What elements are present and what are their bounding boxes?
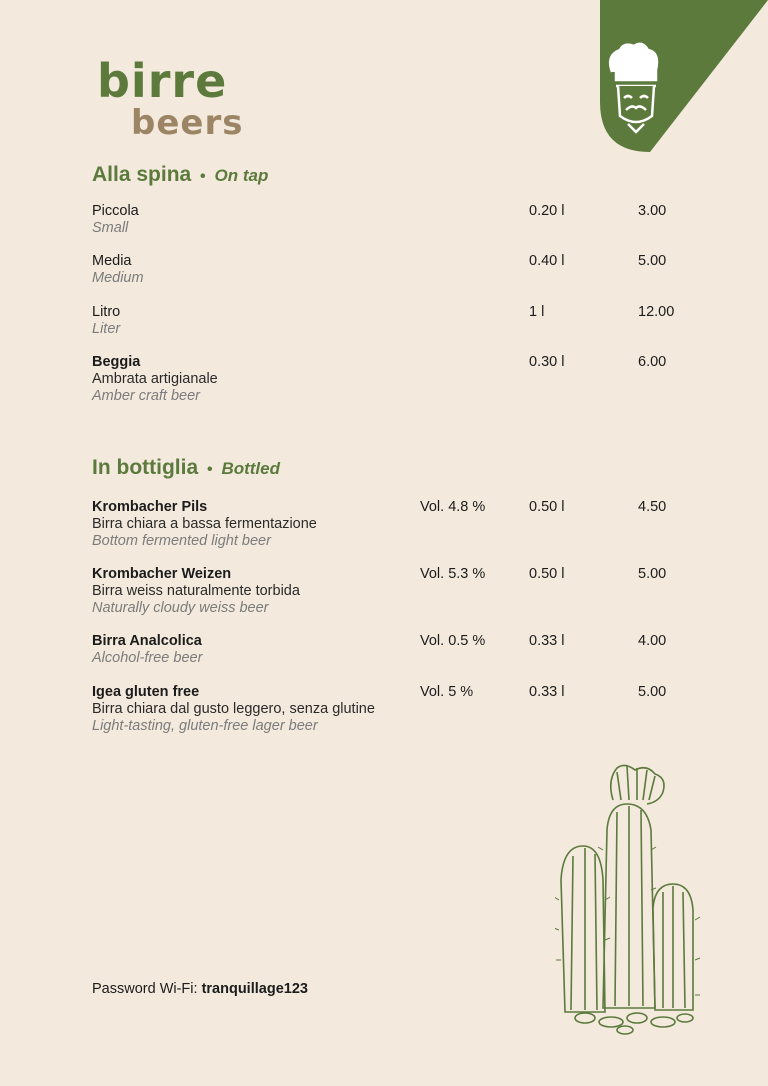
section-title-text: Alla spina (92, 163, 192, 186)
section-title-text: In bottiglia (92, 456, 199, 479)
item-description: Birra chiara a bassa fermentazione (92, 516, 317, 532)
item-size: 1 l (529, 304, 545, 320)
section-title-bottled (92, 456, 280, 480)
item-description: Birra weiss naturalmente torbida (92, 583, 300, 599)
item-name: Birra Analcolica (92, 633, 202, 649)
section-title-on-tap (92, 163, 268, 187)
item-description: Birra chiara dal gusto leggero, senza glutine (92, 701, 375, 717)
cactus-icon (555, 760, 705, 1040)
item-name: Krombacher Weizen (92, 566, 232, 582)
item-abv: Vol. 0.5 % (420, 633, 486, 649)
wifi-value: tranquillage123 (201, 981, 308, 997)
item-price: 4.50 (638, 499, 667, 515)
item-size: 0.33 l (529, 684, 565, 700)
wifi-password (92, 981, 308, 997)
section-subtitle: On tap (214, 166, 269, 185)
item-name: Beggia (92, 354, 141, 370)
menu-item (92, 304, 692, 338)
item-name: Litro (92, 304, 121, 320)
menu-item (92, 253, 692, 287)
item-size: 0.50 l (529, 566, 565, 582)
brand-line2: beers (131, 103, 244, 143)
item-price: 4.00 (638, 633, 667, 649)
item-translation: Medium (92, 270, 144, 286)
item-size: 0.50 l (529, 499, 565, 515)
section-title-separator: • (200, 168, 206, 185)
item-translation: Alcohol-free beer (92, 650, 203, 666)
item-translation: Amber craft beer (92, 388, 200, 404)
item-translation: Naturally cloudy weiss beer (92, 600, 269, 616)
item-size: 0.30 l (529, 354, 565, 370)
menu-item (92, 566, 692, 617)
item-size: 0.33 l (529, 633, 565, 649)
menu-item (92, 684, 692, 735)
item-translation: Liter (92, 321, 121, 337)
section-subtitle: Bottled (221, 459, 280, 478)
item-name: Piccola (92, 203, 139, 219)
item-translation: Light-tasting, gluten-free lager beer (92, 718, 318, 734)
item-price: 5.00 (638, 253, 667, 269)
item-description: Ambrata artigianale (92, 371, 218, 387)
item-translation: Small (92, 220, 129, 236)
menu-item (92, 354, 692, 405)
item-price: 12.00 (638, 304, 675, 320)
item-abv: Vol. 4.8 % (420, 499, 486, 515)
brand-line1: birre (97, 54, 228, 108)
menu-item (92, 499, 692, 550)
item-abv: Vol. 5.3 % (420, 566, 486, 582)
item-size: 0.20 l (529, 203, 565, 219)
item-price: 5.00 (638, 566, 667, 582)
item-name: Krombacher Pils (92, 499, 208, 515)
item-price: 6.00 (638, 354, 667, 370)
item-price: 5.00 (638, 684, 667, 700)
item-abv: Vol. 5 % (420, 684, 474, 700)
section-title-separator: • (207, 461, 213, 478)
corner-logo-badge (598, 0, 768, 155)
item-size: 0.40 l (529, 253, 565, 269)
menu-item (92, 203, 692, 237)
item-translation: Bottom fermented light beer (92, 533, 271, 549)
item-price: 3.00 (638, 203, 667, 219)
item-name: Igea gluten free (92, 684, 200, 700)
item-name: Media (92, 253, 132, 269)
wifi-label: Password Wi-Fi: (92, 981, 198, 997)
menu-item (92, 633, 692, 667)
brand-logo (97, 54, 244, 143)
